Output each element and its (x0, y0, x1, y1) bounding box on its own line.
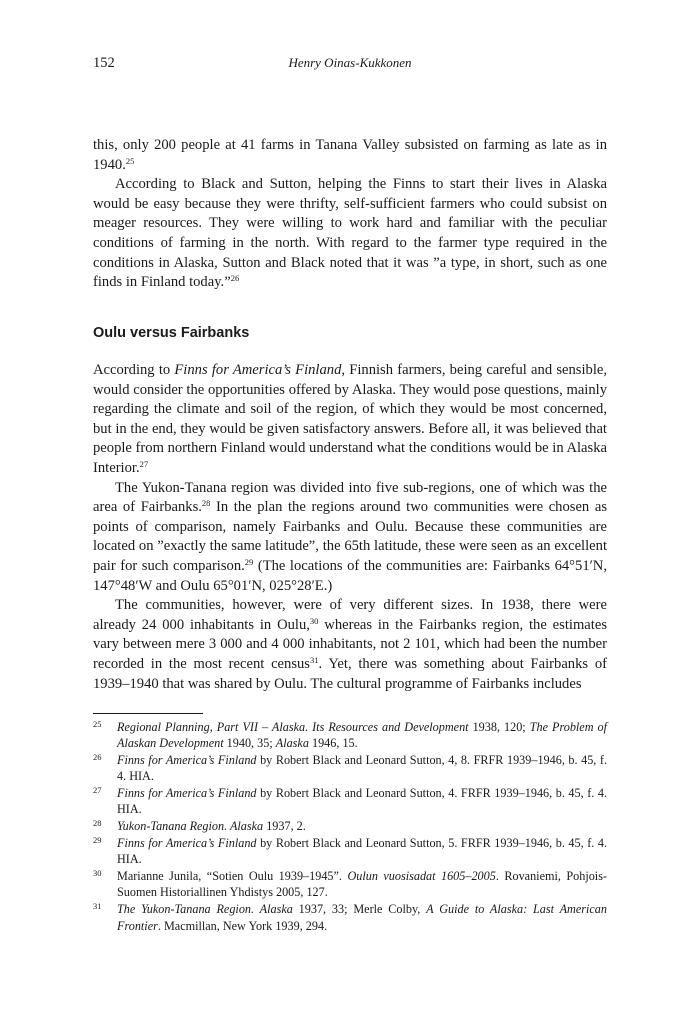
footnote-number: 30 (93, 868, 102, 879)
section-heading: Oulu versus Fairbanks (93, 325, 250, 341)
paragraph: According to Finns for America’s Finland, Finnish farmers, being careful and sensible, would consider the opportunities offered by Alaska. They would pose questions, mainly regarding the climate and soil of the region, of which they would be most concerned, but in the end, they would be given satisfactory answers. Before all, it was believed that people from northern Finland would understand what the conditions would be in Alaska Interior.$^{27}$ (93, 362, 608, 476)
footnote (93, 719, 607, 752)
footnote-text: Regional Planning, Part VII – Alaska. Its Resources and Development (117, 720, 469, 734)
footnote-text: Yukon-Tanana Region. Alaska (117, 819, 264, 834)
footnote-text: . Rovaniemi, Pohjois-Suomen Historiallinen Yhdistys 2005, 127. (117, 869, 607, 900)
footnote-number: 28 (93, 818, 102, 829)
paragraph: According to Black and Sutton, helping the Finns to start their lives in Alaska would be easy because they were thrifty, self-sufficient farmers who could subsist on meager resources. They were willing to work hard and familiar with the peculiar conditions of farming in the north. With regard to the farmer type required in the conditions in Alaska, Sutton and Black noted that it was ”a type, in short, such as one finds in Finland today.”$^{26}$ (93, 176, 607, 291)
footnote (93, 901, 607, 934)
footnote-text: by Robert Black and Leonard Sutton, 4, 8. FRFR 1939–1946, b. 45, f. 4. HIA. (117, 753, 607, 784)
footnote-text: 1937, 2. (263, 819, 306, 834)
page-header (93, 55, 607, 75)
footnote-ref[interactable]: 27 (139, 458, 149, 469)
footnotes (93, 719, 607, 934)
page-number: 152 (93, 55, 115, 71)
footnote-text: A Guide to Alaska: Last American Frontier (117, 902, 607, 933)
footnote-number: 26 (93, 752, 102, 763)
footnote (93, 785, 607, 818)
footnote-text: 1937, 33; Merle Colby, (292, 902, 427, 917)
paragraph: this, only 200 people at 41 farms in Tanana Valley subsisted on farming as late as in 1940.25 (93, 137, 607, 173)
paragraph: The Yukon-Tanana region was divided into five sub-regions, one of which was the area of Fairbanks.$^{28}$ In the plan the regions around two communities were chosen as points of comparison, namely Fairbanks and Oulu. Because these communities are located on ”exactly the same latitude”, the 65th latitude, these were seen as an excellent pair for such comparison.$^{29}$ (The locations of the communities are: Fairbanks 64°51′N, 147°48′W and Oulu 65°01′N, 025°28′E.) (93, 479, 607, 594)
footnote-text: by Robert Black and Leonard Sutton, 5. FRFR 1939–1946, b. 45, f. 4. HIA. (117, 836, 607, 867)
intro-text (93, 136, 607, 293)
footnote-ref[interactable]: 26 (230, 273, 240, 284)
footnote-text: Alaska (275, 736, 309, 751)
footnote-ref[interactable]: 30 (309, 615, 319, 626)
footnote-ref[interactable]: 31 (309, 654, 319, 665)
book-title: Finns for America’s Finland (174, 362, 342, 378)
footnote-number: 27 (93, 785, 102, 796)
footnote-ref[interactable]: 28 (201, 498, 211, 509)
footnote (93, 835, 607, 868)
footnote-text: The Problem of Alaskan Development (117, 720, 608, 751)
footnote-ref[interactable]: 25 (125, 155, 135, 166)
footnote-text: 1938, 120; (468, 720, 530, 734)
footnote-text: by Robert Black and Leonard Sutton, 4. FRFR 1939–1946, b. 45, f. 4. HIA. (117, 786, 607, 817)
footnote (93, 752, 607, 785)
footnote (93, 868, 607, 901)
footnote-text: 1946, 15. (308, 736, 358, 751)
footnote-text: Marianne Junila, “Sotien Oulu 1939–1945”. (117, 869, 348, 884)
footnote-separator (93, 713, 203, 714)
footnote-text: The Yukon-Tanana Region. Alaska (117, 902, 293, 917)
book-page (93, 0, 607, 1014)
paragraph: The communities, however, were of very different sizes. In 1938, there were already 24 000 inhabitants in Oulu,$^{30}$ whereas in the Fairbanks region, the estimates vary between mere 3 000 and 4 000 inhabitants, not 2 101, which had been the number recorded in the most recent census$^{31}$. Yet, there was something about Fairbanks of 1939–1940 that was shared by Oulu. The cultural programme of Fairbanks includes (93, 597, 607, 692)
footnote-text: Finns for America’s Finland (117, 786, 257, 801)
section-text (93, 361, 607, 694)
footnote-text: 1940, 35; (223, 736, 276, 751)
footnote-ref[interactable]: 29 (244, 556, 254, 567)
footnote-number: 29 (93, 835, 102, 846)
footnote-text: Oulun vuosisadat 1605–2005 (347, 869, 496, 884)
footnote-text: Finns for America’s Finland (117, 836, 257, 851)
footnote-number: 31 (93, 901, 102, 912)
footnote-text: . Macmillan, New York 1939, 294. (157, 918, 328, 933)
footnote (93, 818, 607, 834)
footnote-text: Finns for America’s Finland (117, 753, 257, 768)
running-head: Henry Oinas-Kukkonen (288, 55, 412, 70)
footnote-number: 25 (93, 719, 102, 729)
